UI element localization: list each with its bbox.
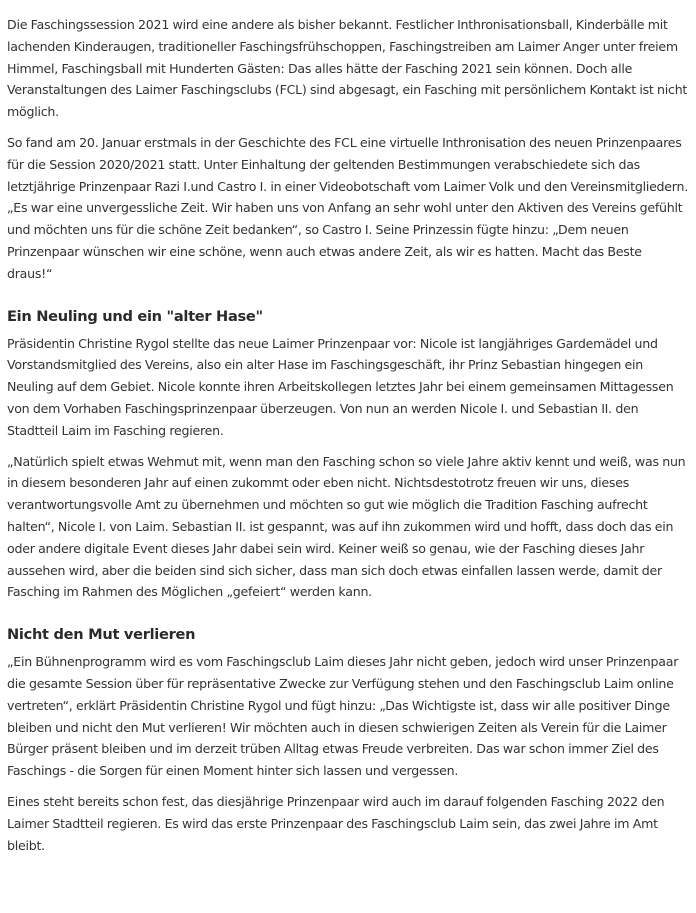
- section-1-paragraph-1: Präsidentin Christine Rygol stellte das neue Laimer Prinzenpaar vor: Nicole ist langjähriges Gardemädel und Vorstandsmitglied des Vereins, also ein alter Hase im Faschingsgeschäft, ihr Prinz Sebastian hingegen ein Neuling auf dem Gebiet. Nicole konnte ihren Arbeitskollegen letztes Jahr bei einem gemeinsamen Mittagessen von dem Vorhaben Faschingsprinzenpaar überzeugen. Von nun an werden Nicole I. und Sebastian II. den Stadtteil Laim im Fasching regieren.: [7, 335, 674, 438]
- intro-paragraph-1: Die Faschingssession 2021 wird eine andere als bisher bekannt. Festlicher Inthronisationsball, Kinderbälle mit lachenden Kinderaugen, traditioneller Faschingsfrühschoppen, Faschingstreiben am Laimer Anger unter freiem Himmel, Faschingsball mit Hunderten Gästen: Das alles hätte der Fasching 2021 sein können. Doch alle Veranstaltungen des Laimer Faschingsclubs (FCL) sind abgesagt, ein Fasching mit persönlichem Kontakt ist nicht möglich.: [7, 17, 688, 120]
- section-2-paragraph-2: Eines steht bereits schon fest, das diesjährige Prinzenpaar wird auch im darauf folgenden Fasching 2022 den Laimer Stadtteil regieren. Es wird das erste Prinzenpaar des Faschingsclub Laim sein, das zwei Jahre im Amt bleibt.: [7, 793, 665, 853]
- section-1-paragraph-2: „Natürlich spielt etwas Wehmut mit, wenn man den Fasching schon so viele Jahre aktiv kennt und weiß, was nun in diesem besonderen Jahr auf einen zukommt oder eben nicht. Nichtsdestotrotz freuen wir uns, dieses verantwortungsvolle Amt zu übernehmen und möchten so gut wie möglich die Tradition Fasching aufrecht halten“, Nicole I. von Laim. Sebastian II. ist gespannt, was auf ihn zukommen wird und hofft, dass doch das ein oder andere digitale Event dieses Jahr dabei sein wird. Keiner weiß so genau, wie der Fasching dieses Jahr aussehen wird, aber die beiden sind sich sicher, dass man sich doch etwas einfallen lassen werde, damit der Fasching im Rahmen des Möglichen „gefeiert“ werden kann.: [7, 453, 686, 600]
- section-2-paragraph-1: „Ein Bühnenprogramm wird es vom Faschingsclub Laim dieses Jahr nicht geben, jedoch wird unser Prinzenpaar die gesamte Session über für repräsentative Zwecke zur Verfügung stehen und den Faschingsclub Laim online vertreten“, erklärt Präsidentin Christine Rygol und fügt hinzu: „Das Wichtigste ist, dass wir alle positiver Dinge bleiben und nicht den Mut verlieren! Wir möchten auch in diesen schwierigen Zeiten als Verein für die Laimer Bürger präsent bleiben und im derzeit trüben Alltag etwas Freude verbreiten. Das war schon immer Ziel des Faschings - die Sorgen für einen Moment hinter sich lassen und vergessen.: [7, 654, 679, 779]
- intro-paragraph-2: So fand am 20. Januar erstmals in der Geschichte des FCL eine virtuelle Inthronisation des neuen Prinzenpaares für die Session 2020/2021 statt. Unter Einhaltung der geltenden Bestimmungen verabschiedete sich das letztjährige Prinzenpaar Razi I.und Castro I. in einer Videobotschaft vom Laimer Volk und den Vereinsmitgliedern. „Es war eine unvergessliche Zeit. Wir haben uns von Anfang an sehr wohl unter den Aktiven des Vereins gefühlt und möchten uns für die schöne Zeit bedanken“, so Castro I. Seine Prinzessin fügte hinzu: „Dem neuen Prinzenpaar wünschen wir eine schöne, wenn auch etwas andere Zeit, als wir es hatten. Macht das Beste draus!“: [7, 134, 688, 281]
- section-heading-neuling: Ein Neuling und ein "alter Hase": [7, 307, 263, 325]
- section-heading-mut: Nicht den Mut verlieren: [7, 626, 196, 644]
